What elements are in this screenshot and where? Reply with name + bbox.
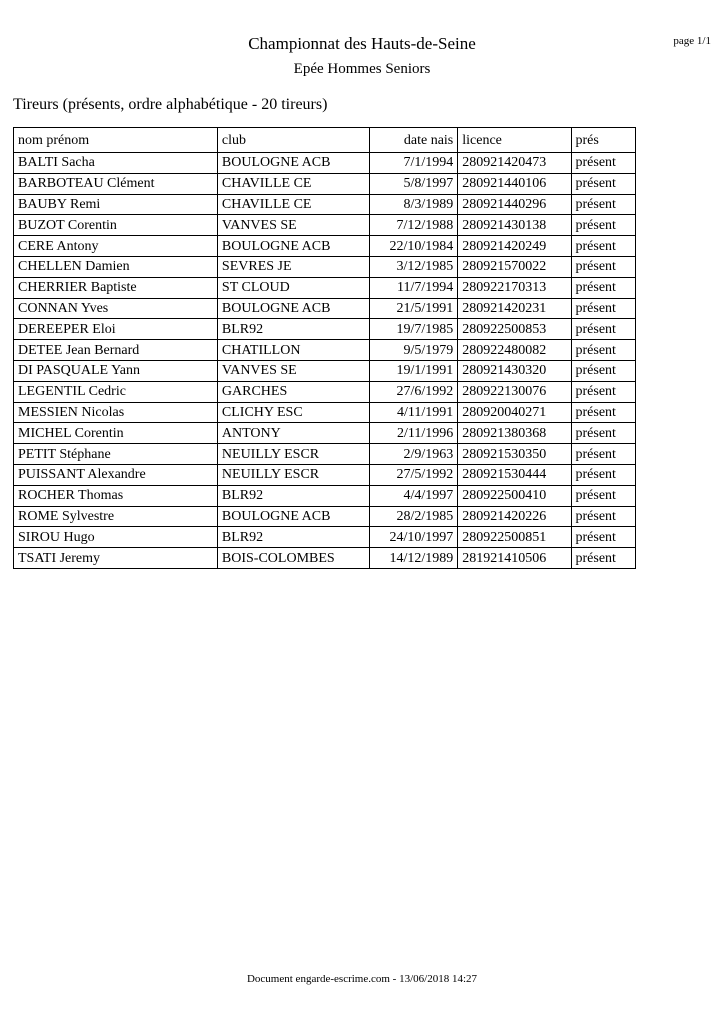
table-header-row bbox=[14, 128, 636, 153]
cell-presence: présent bbox=[571, 194, 635, 215]
cell-name: CHERRIER Baptiste bbox=[14, 277, 218, 298]
cell-name: BARBOTEAU Clément bbox=[14, 173, 218, 194]
cell-club: VANVES SE bbox=[217, 215, 369, 236]
cell-presence: présent bbox=[571, 215, 635, 236]
cell-name: BALTI Sacha bbox=[14, 153, 218, 174]
cell-licence: 280921440296 bbox=[458, 194, 571, 215]
table-row bbox=[14, 215, 636, 236]
cell-presence: présent bbox=[571, 402, 635, 423]
table-row bbox=[14, 256, 636, 277]
cell-licence: 280921380368 bbox=[458, 423, 571, 444]
cell-name: ROME Sylvestre bbox=[14, 506, 218, 527]
section-title: Tireurs (présents, ordre alphabétique - 20 tireurs) bbox=[13, 96, 328, 113]
cell-club: NEUILLY ESCR bbox=[217, 444, 369, 465]
cell-presence: présent bbox=[571, 506, 635, 527]
cell-licence: 280921420473 bbox=[458, 153, 571, 174]
cell-birthdate: 3/12/1985 bbox=[369, 256, 457, 277]
cell-presence: présent bbox=[571, 340, 635, 361]
cell-presence: présent bbox=[571, 485, 635, 506]
cell-licence: 280921570022 bbox=[458, 256, 571, 277]
cell-birthdate: 9/5/1979 bbox=[369, 340, 457, 361]
cell-name: SIROU Hugo bbox=[14, 527, 218, 548]
table-row bbox=[14, 506, 636, 527]
table-row bbox=[14, 548, 636, 569]
cell-licence: 280921420231 bbox=[458, 298, 571, 319]
cell-club: BLR92 bbox=[217, 319, 369, 340]
cell-licence: 280922500410 bbox=[458, 485, 571, 506]
table-row bbox=[14, 194, 636, 215]
cell-name: BAUBY Remi bbox=[14, 194, 218, 215]
cell-name: DETEE Jean Bernard bbox=[14, 340, 218, 361]
cell-club: CHAVILLE CE bbox=[217, 173, 369, 194]
table-row bbox=[14, 360, 636, 381]
cell-name: CHELLEN Damien bbox=[14, 256, 218, 277]
cell-name: BUZOT Corentin bbox=[14, 215, 218, 236]
cell-presence: présent bbox=[571, 173, 635, 194]
cell-name: PETIT Stéphane bbox=[14, 444, 218, 465]
cell-club: GARCHES bbox=[217, 381, 369, 402]
table-row bbox=[14, 340, 636, 361]
document-title: Championnat des Hauts-de-Seine bbox=[248, 34, 476, 53]
cell-licence: 281921410506 bbox=[458, 548, 571, 569]
cell-birthdate: 4/11/1991 bbox=[369, 402, 457, 423]
cell-licence: 280921430138 bbox=[458, 215, 571, 236]
fencers-table bbox=[13, 127, 636, 569]
cell-club: CLICHY ESC bbox=[217, 402, 369, 423]
table-row bbox=[14, 298, 636, 319]
cell-birthdate: 27/5/1992 bbox=[369, 464, 457, 485]
cell-name: CERE Antony bbox=[14, 236, 218, 257]
cell-birthdate: 22/10/1984 bbox=[369, 236, 457, 257]
cell-presence: présent bbox=[571, 381, 635, 402]
table-row bbox=[14, 402, 636, 423]
table-row bbox=[14, 277, 636, 298]
table-row bbox=[14, 444, 636, 465]
cell-presence: présent bbox=[571, 319, 635, 340]
cell-birthdate: 19/7/1985 bbox=[369, 319, 457, 340]
cell-club: ST CLOUD bbox=[217, 277, 369, 298]
cell-club: BOULOGNE ACB bbox=[217, 153, 369, 174]
column-header-presence: prés bbox=[571, 128, 635, 153]
cell-club: BLR92 bbox=[217, 485, 369, 506]
cell-birthdate: 11/7/1994 bbox=[369, 277, 457, 298]
cell-birthdate: 24/10/1997 bbox=[369, 527, 457, 548]
cell-birthdate: 4/4/1997 bbox=[369, 485, 457, 506]
column-header-birthdate: date nais bbox=[369, 128, 457, 153]
cell-presence: présent bbox=[571, 548, 635, 569]
table-body bbox=[14, 153, 636, 569]
table-row bbox=[14, 464, 636, 485]
cell-licence: 280922170313 bbox=[458, 277, 571, 298]
cell-name: DEREEPER Eloi bbox=[14, 319, 218, 340]
column-header-club: club bbox=[217, 128, 369, 153]
cell-club: SEVRES JE bbox=[217, 256, 369, 277]
cell-licence: 280921420226 bbox=[458, 506, 571, 527]
cell-licence: 280922500851 bbox=[458, 527, 571, 548]
cell-club: CHATILLON bbox=[217, 340, 369, 361]
cell-presence: présent bbox=[571, 298, 635, 319]
column-header-name: nom prénom bbox=[14, 128, 218, 153]
cell-presence: présent bbox=[571, 464, 635, 485]
cell-club: BLR92 bbox=[217, 527, 369, 548]
cell-name: LEGENTIL Cedric bbox=[14, 381, 218, 402]
cell-licence: 280922130076 bbox=[458, 381, 571, 402]
cell-presence: présent bbox=[571, 277, 635, 298]
cell-licence: 280922480082 bbox=[458, 340, 571, 361]
cell-presence: présent bbox=[571, 360, 635, 381]
cell-birthdate: 2/11/1996 bbox=[369, 423, 457, 444]
cell-birthdate: 2/9/1963 bbox=[369, 444, 457, 465]
cell-club: VANVES SE bbox=[217, 360, 369, 381]
table-row bbox=[14, 173, 636, 194]
cell-club: CHAVILLE CE bbox=[217, 194, 369, 215]
table-row bbox=[14, 236, 636, 257]
cell-birthdate: 14/12/1989 bbox=[369, 548, 457, 569]
cell-licence: 280921430320 bbox=[458, 360, 571, 381]
cell-club: NEUILLY ESCR bbox=[217, 464, 369, 485]
page-number: page 1/1 bbox=[673, 35, 711, 47]
cell-birthdate: 28/2/1985 bbox=[369, 506, 457, 527]
cell-licence: 280921420249 bbox=[458, 236, 571, 257]
cell-club: BOULOGNE ACB bbox=[217, 236, 369, 257]
document-subtitle: Epée Hommes Seniors bbox=[293, 61, 431, 77]
cell-birthdate: 8/3/1989 bbox=[369, 194, 457, 215]
table-row bbox=[14, 319, 636, 340]
cell-club: ANTONY bbox=[217, 423, 369, 444]
cell-club: BOIS-COLOMBES bbox=[217, 548, 369, 569]
cell-club: BOULOGNE ACB bbox=[217, 298, 369, 319]
cell-name: MICHEL Corentin bbox=[14, 423, 218, 444]
cell-presence: présent bbox=[571, 236, 635, 257]
table-row bbox=[14, 527, 636, 548]
cell-birthdate: 7/12/1988 bbox=[369, 215, 457, 236]
cell-birthdate: 5/8/1997 bbox=[369, 173, 457, 194]
cell-birthdate: 27/6/1992 bbox=[369, 381, 457, 402]
cell-presence: présent bbox=[571, 444, 635, 465]
cell-birthdate: 19/1/1991 bbox=[369, 360, 457, 381]
document-footer: Document engarde-escrime.com - 13/06/2018 14:27 bbox=[246, 973, 478, 985]
column-header-licence: licence bbox=[458, 128, 571, 153]
cell-name: DI PASQUALE Yann bbox=[14, 360, 218, 381]
table-row bbox=[14, 153, 636, 174]
table-row bbox=[14, 381, 636, 402]
cell-name: MESSIEN Nicolas bbox=[14, 402, 218, 423]
cell-name: CONNAN Yves bbox=[14, 298, 218, 319]
cell-birthdate: 21/5/1991 bbox=[369, 298, 457, 319]
cell-club: BOULOGNE ACB bbox=[217, 506, 369, 527]
cell-licence: 280922500853 bbox=[458, 319, 571, 340]
cell-licence: 280921440106 bbox=[458, 173, 571, 194]
cell-presence: présent bbox=[571, 527, 635, 548]
cell-licence: 280920040271 bbox=[458, 402, 571, 423]
table-row bbox=[14, 485, 636, 506]
table-row bbox=[14, 423, 636, 444]
cell-licence: 280921530350 bbox=[458, 444, 571, 465]
cell-name: TSATI Jeremy bbox=[14, 548, 218, 569]
cell-birthdate: 7/1/1994 bbox=[369, 153, 457, 174]
cell-presence: présent bbox=[571, 256, 635, 277]
cell-name: PUISSANT Alexandre bbox=[14, 464, 218, 485]
cell-licence: 280921530444 bbox=[458, 464, 571, 485]
cell-presence: présent bbox=[571, 153, 635, 174]
cell-name: ROCHER Thomas bbox=[14, 485, 218, 506]
cell-presence: présent bbox=[571, 423, 635, 444]
